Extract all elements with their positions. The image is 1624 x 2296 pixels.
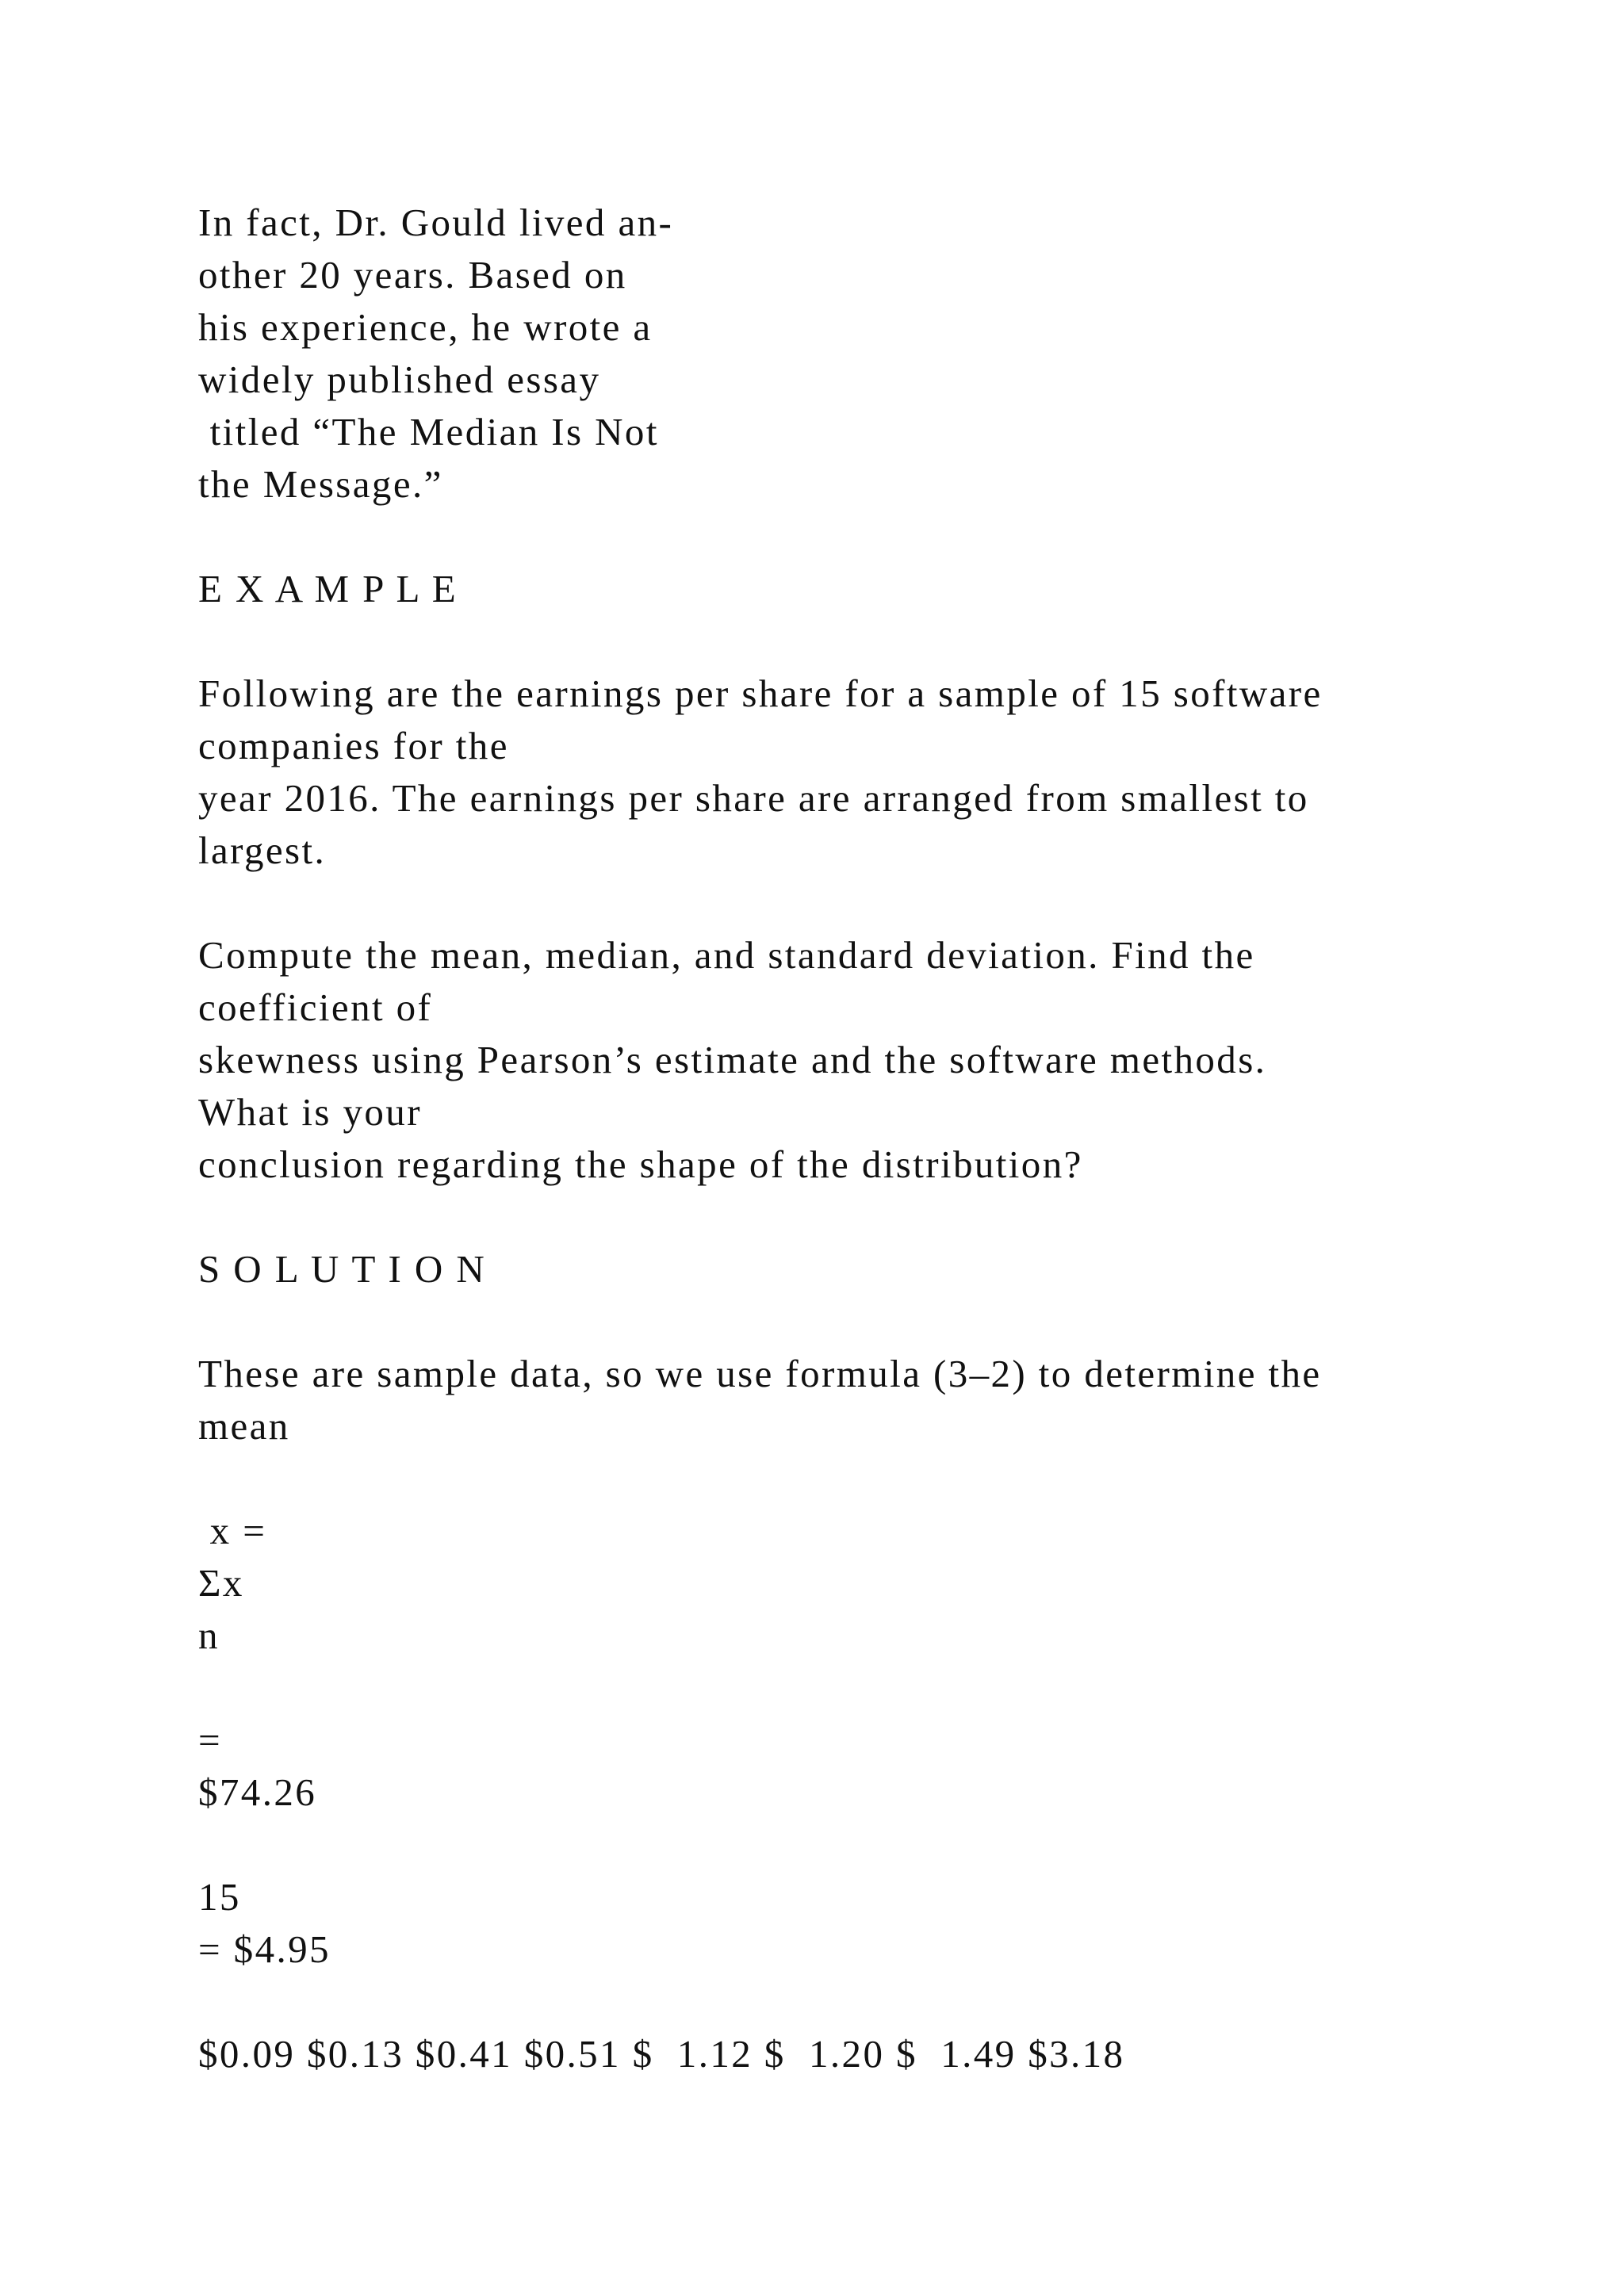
question-line-5: conclusion regarding the shape of the distribution? (198, 1142, 1083, 1186)
example-line-4: largest. (198, 828, 327, 872)
intro-line-2: other 20 years. Based on (198, 253, 627, 297)
formula-denominator: n (198, 1613, 220, 1657)
intro-line-6: the Message.” (198, 462, 443, 506)
solution-heading: S O L U T I O N (198, 1247, 487, 1291)
question-line-1: Compute the mean, median, and standard deviation. Find the (198, 933, 1255, 977)
formula-lhs: x = (198, 1509, 267, 1552)
example-line-1: Following are the earnings per share for a sample of 15 software (198, 672, 1323, 715)
formula-numerator: Σx (198, 1561, 244, 1605)
solution-line-2: mean (198, 1404, 290, 1448)
example-line-2: companies for the (198, 724, 509, 767)
question-line-4: What is your (198, 1090, 422, 1134)
data-values-line: $0.09 $0.13 $0.41 $0.51 $ 1.12 $ 1.20 $ 1.49 $3.18 (198, 2032, 1125, 2076)
example-heading: E X A M P L E (198, 567, 458, 610)
question-line-3: skewness using Pearson’s estimate and the software methods. (198, 1038, 1267, 1081)
intro-line-1: In fact, Dr. Gould lived an- (198, 201, 674, 244)
question-line-2: coefficient of (198, 985, 433, 1029)
formula-sum-value: $74.26 (198, 1770, 317, 1814)
example-line-3: year 2016. The earnings per share are arranged from smallest to (198, 776, 1309, 820)
intro-line-3: his experience, he wrote a (198, 305, 653, 349)
formula-result: = $4.95 (198, 1927, 331, 1971)
formula-equals: = (198, 1718, 223, 1762)
intro-line-4: widely published essay (198, 358, 601, 401)
formula-n-value: 15 (198, 1875, 241, 1919)
intro-line-5: titled “The Median Is Not (198, 410, 659, 453)
solution-line-1: These are sample data, so we use formula (3–2) to determine the (198, 1352, 1322, 1395)
